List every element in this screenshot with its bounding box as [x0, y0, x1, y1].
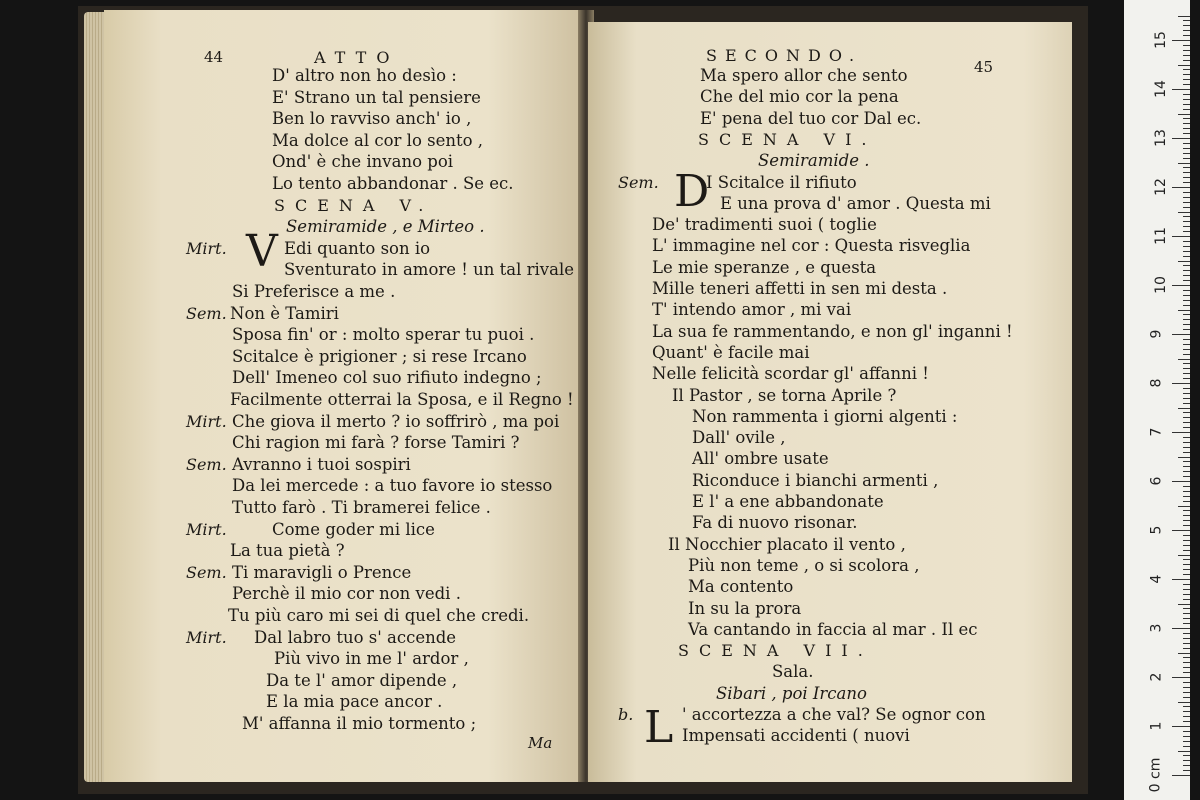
ruler-label: 10 — [1152, 276, 1169, 294]
text-line: Va cantando in faccia al mar . Il ec — [688, 619, 978, 639]
ruler-tick — [1183, 491, 1190, 492]
ruler-tick — [1183, 172, 1190, 173]
text-line: Più non teme , o si scolora , — [688, 555, 920, 575]
ruler-tick — [1183, 148, 1190, 149]
text-line: Più vivo in me l' ardor , — [274, 649, 469, 669]
text-line: Non rammenta i giorni algenti : — [692, 406, 958, 426]
ruler-tick — [1183, 471, 1190, 472]
ruler-tick — [1183, 657, 1190, 658]
ruler-tick — [1183, 241, 1190, 242]
ruler-tick — [1183, 349, 1190, 350]
ruler-tick — [1178, 359, 1190, 360]
speaker-label: Sem. — [618, 172, 659, 192]
text-line: Ma dolce al cor lo sento , — [272, 130, 484, 150]
speaker-label: Mirt. — [186, 519, 227, 539]
text-line: Ma contento — [688, 577, 794, 597]
ruler-tick — [1183, 442, 1190, 443]
ruler-tick — [1183, 736, 1190, 737]
text-line: Da te l' amor dipende , — [266, 670, 458, 690]
ruler-tick — [1183, 648, 1190, 649]
ruler-tick — [1183, 520, 1190, 521]
stage-direction: Sibari , poi Ircano — [716, 683, 867, 703]
ruler-tick — [1178, 16, 1190, 17]
speaker-label: Sem. — [186, 562, 227, 582]
stage-direction: Semiramide , e Mirteo . — [286, 217, 485, 237]
ruler-tick — [1183, 324, 1190, 325]
ruler-tick — [1178, 457, 1190, 458]
left-page — [104, 10, 584, 782]
ruler-tick — [1183, 447, 1190, 448]
ruler-tick — [1183, 69, 1190, 70]
ruler-tick — [1183, 638, 1190, 639]
ruler-label: 14 — [1152, 80, 1169, 98]
ruler-tick — [1183, 643, 1190, 644]
ruler-tick — [1183, 314, 1190, 315]
ruler-tick — [1183, 128, 1190, 129]
ruler-tick — [1183, 486, 1190, 487]
text-line: Il Nocchier placato il vento , — [668, 534, 906, 554]
speaker-label: Mirt. — [186, 627, 227, 647]
ruler-tick — [1183, 682, 1190, 683]
ruler-tick — [1183, 202, 1190, 203]
ruler-tick — [1178, 310, 1190, 311]
ruler-tick — [1183, 216, 1190, 217]
ruler-label: 5 — [1148, 525, 1165, 535]
drop-cap: D — [674, 166, 710, 217]
ruler-tick — [1183, 535, 1190, 536]
ruler-tick — [1183, 608, 1190, 609]
speaker-label: b. — [618, 705, 634, 724]
text-line: Sventurato in amore ! un tal rivale — [284, 260, 574, 280]
ruler-tick — [1178, 604, 1190, 605]
ruler-tick — [1178, 65, 1190, 66]
ruler-tick — [1183, 295, 1190, 296]
ruler-tick — [1183, 50, 1190, 51]
ruler-tick — [1183, 437, 1190, 438]
text-line: Da lei mercede : a tuo favore io stesso — [232, 476, 553, 496]
text-line: Nelle felicità scordar gl' affanni ! — [652, 364, 929, 384]
text-line: E' pena del tuo cor Dal ec. — [700, 108, 922, 128]
ruler-tick — [1183, 123, 1190, 124]
ruler-tick — [1183, 30, 1190, 31]
text-line: Ma spero allor che sento — [700, 66, 908, 85]
text-line: ' accortezza a che val? Se ognor con — [682, 705, 986, 724]
ruler-tick — [1178, 702, 1190, 703]
ruler-tick — [1183, 329, 1190, 330]
ruler-tick — [1183, 559, 1190, 560]
ruler-tick — [1183, 584, 1190, 585]
ruler-tick — [1183, 167, 1190, 168]
ruler-tick — [1183, 667, 1190, 668]
ruler-tick — [1183, 339, 1190, 340]
ruler-tick — [1183, 373, 1190, 374]
ruler-tick — [1183, 226, 1190, 227]
ruler-tick — [1183, 300, 1190, 301]
ruler-tick — [1183, 574, 1190, 575]
scene-heading: SCENA VII. — [678, 641, 873, 661]
ruler-tick — [1183, 403, 1190, 404]
text-line: Dell' Imeneo col suo rifiuto indegno ; — [232, 368, 542, 388]
ruler-tick — [1172, 775, 1190, 776]
ruler-label: 3 — [1148, 623, 1165, 633]
ruler-label: 7 — [1148, 427, 1165, 437]
text-line: Che giova il merto ? io soffrirò , ma poi — [232, 411, 560, 431]
ruler-tick — [1183, 99, 1190, 100]
text-line: T' intendo amor , mi vai — [652, 300, 852, 320]
speaker-label: Sem. — [186, 303, 227, 323]
ruler-tick — [1183, 594, 1190, 595]
ruler-tick — [1183, 388, 1190, 389]
ruler-tick — [1172, 432, 1190, 433]
ruler-tick — [1183, 305, 1190, 306]
speaker-label: Mirt. — [186, 238, 227, 258]
ruler-tick — [1183, 25, 1190, 26]
text-line: Ben lo ravviso anch' io , — [272, 109, 472, 129]
ruler-tick — [1172, 530, 1190, 531]
text-line: Ond' è che invano poi — [272, 152, 454, 172]
ruler-tick — [1183, 109, 1190, 110]
ruler-tick — [1183, 540, 1190, 541]
ruler-tick — [1183, 599, 1190, 600]
ruler-tick — [1183, 363, 1190, 364]
ruler-tick — [1172, 236, 1190, 237]
ruler-tick — [1183, 706, 1190, 707]
ruler-tick — [1183, 515, 1190, 516]
ruler-label: 2 — [1148, 672, 1165, 682]
text-line: All' ombre usate — [692, 449, 829, 469]
ruler-tick — [1183, 20, 1190, 21]
ruler-label: 4 — [1148, 574, 1165, 584]
ruler-tick — [1172, 187, 1190, 188]
text-line: Sala. — [772, 662, 814, 682]
ruler-tick — [1183, 550, 1190, 551]
page-number: 45 — [974, 58, 994, 76]
text-line: Come goder mi lice — [272, 519, 435, 539]
ruler-tick — [1178, 114, 1190, 115]
text-line: Impensati accidenti ( nuovi — [682, 726, 910, 746]
ruler-tick — [1172, 579, 1190, 580]
ruler-label: 0 cm — [1147, 757, 1164, 793]
text-line: Edi quanto son io — [284, 238, 431, 258]
text-line: Tutto farò . Ti bramerei felice . — [232, 498, 491, 517]
ruler-label: 15 — [1152, 31, 1169, 49]
text-line: La tua pietà ? — [230, 541, 345, 561]
ruler-tick — [1183, 104, 1190, 105]
drop-cap: V — [246, 226, 278, 277]
ruler-tick — [1183, 84, 1190, 85]
ruler-tick — [1183, 569, 1190, 570]
ruler-tick — [1183, 143, 1190, 144]
text-line: Tu più caro mi sei di quel che credi. — [228, 606, 530, 625]
text-line: Il Pastor , se torna Aprile ? — [672, 385, 897, 405]
ruler-tick — [1183, 770, 1190, 771]
text-line: Le mie speranze , e questa — [652, 257, 877, 277]
ruler-tick — [1183, 251, 1190, 252]
ruler-tick — [1183, 192, 1190, 193]
ruler-tick — [1172, 677, 1190, 678]
ruler-tick — [1183, 45, 1190, 46]
ruler-tick — [1183, 687, 1190, 688]
text-line: D' altro non ho desìo : — [272, 66, 457, 85]
ruler-tick — [1183, 275, 1190, 276]
ruler-tick — [1183, 354, 1190, 355]
ruler-tick — [1172, 138, 1190, 139]
ruler-tick — [1172, 383, 1190, 384]
ruler-tick — [1172, 481, 1190, 482]
ruler-tick — [1178, 751, 1190, 752]
ruler-tick — [1183, 716, 1190, 717]
ruler-tick — [1183, 623, 1190, 624]
speaker-label: Sem. — [186, 454, 227, 474]
ruler-tick — [1183, 564, 1190, 565]
ruler-tick — [1183, 231, 1190, 232]
ruler-tick — [1178, 212, 1190, 213]
ruler-tick — [1183, 55, 1190, 56]
scene-heading: SCENA V. — [274, 195, 434, 215]
ruler-tick — [1183, 265, 1190, 266]
ruler-tick — [1172, 285, 1190, 286]
ruler-label: 12 — [1152, 178, 1169, 196]
scene-heading: SCENA VI. — [698, 129, 877, 149]
ruler-tick — [1183, 476, 1190, 477]
ruler-tick — [1183, 393, 1190, 394]
ruler-tick — [1183, 697, 1190, 698]
measurement-ruler — [1124, 0, 1190, 800]
ruler-tick — [1183, 182, 1190, 183]
text-line: E l' a ene abbandonate — [692, 492, 884, 511]
ruler-tick — [1183, 510, 1190, 511]
ruler-tick — [1183, 118, 1190, 119]
ruler-tick — [1183, 422, 1190, 423]
text-line: La sua fe rammentando, e non gl' inganni ! — [652, 321, 1013, 341]
ruler-tick — [1183, 613, 1190, 614]
text-line: E' Strano un tal pensiere — [272, 87, 481, 107]
text-line: Perchè il mio cor non vedi . — [232, 584, 461, 604]
ruler-tick — [1178, 261, 1190, 262]
text-line: Scitalce è prigioner ; si rese Ircano — [232, 346, 527, 366]
ruler-tick — [1183, 270, 1190, 271]
ruler-tick — [1183, 692, 1190, 693]
text-line: E una prova d' amor . Questa mi — [720, 193, 991, 213]
ruler-tick — [1183, 207, 1190, 208]
ruler-label: 9 — [1148, 329, 1165, 339]
ruler-tick — [1172, 628, 1190, 629]
ruler-tick — [1183, 746, 1190, 747]
ruler-tick — [1183, 177, 1190, 178]
ruler-tick — [1183, 427, 1190, 428]
text-line: Avranno i tuoi sospiri — [232, 454, 411, 474]
running-head: SECONDO. — [706, 46, 863, 65]
ruler-tick — [1183, 760, 1190, 761]
ruler-tick — [1183, 662, 1190, 663]
ruler-tick — [1183, 525, 1190, 526]
ruler-tick — [1183, 755, 1190, 756]
text-line: Non è Tamiri — [230, 303, 339, 323]
running-head: ATTO — [314, 48, 400, 67]
text-line: Lo tento abbandonar . Se ec. — [272, 174, 514, 193]
text-line: Facilmente otterrai la Sposa, e il Regno ! — [230, 390, 574, 409]
ruler-tick — [1183, 79, 1190, 80]
ruler-tick — [1183, 618, 1190, 619]
ruler-tick — [1183, 246, 1190, 247]
text-line: In su la prora — [688, 598, 802, 618]
ruler-tick — [1183, 765, 1190, 766]
ruler-tick — [1183, 197, 1190, 198]
ruler-tick — [1183, 319, 1190, 320]
ruler-tick — [1183, 94, 1190, 95]
ruler-tick — [1183, 60, 1190, 61]
text-line: Si Preferisce a me . — [232, 282, 396, 301]
right-page — [588, 22, 1072, 782]
ruler-label: 11 — [1152, 227, 1169, 245]
ruler-tick — [1183, 378, 1190, 379]
text-line: M' affanna il mio tormento ; — [242, 714, 477, 733]
ruler-tick — [1183, 452, 1190, 453]
ruler-tick — [1183, 368, 1190, 369]
ruler-tick — [1183, 741, 1190, 742]
ruler-tick — [1183, 466, 1190, 467]
drop-cap: L — [644, 702, 674, 753]
text-line: Dall' ovile , — [692, 428, 786, 448]
ruler-label: 8 — [1148, 378, 1165, 388]
text-line: E la mia pace ancor . — [266, 692, 443, 712]
page-number: 44 — [204, 48, 224, 66]
ruler-tick — [1172, 40, 1190, 41]
speaker-label: Mirt. — [186, 411, 227, 431]
text-line: Fa di nuovo risonar. — [692, 513, 858, 533]
ruler-tick — [1183, 417, 1190, 418]
ruler-tick — [1178, 653, 1190, 654]
ruler-tick — [1183, 496, 1190, 497]
text-line: I Scitalce il rifiuto — [706, 172, 857, 192]
text-line: Sposa fin' or : molto sperar tu puoi . — [232, 325, 535, 345]
text-line: L' immagine nel cor : Questa risveglia — [652, 236, 971, 256]
ruler-tick — [1183, 133, 1190, 134]
stage-direction: Semiramide . — [758, 151, 870, 171]
ruler-tick — [1172, 726, 1190, 727]
ruler-tick — [1183, 280, 1190, 281]
ruler-tick — [1183, 256, 1190, 257]
text-line: Quant' è facile mai — [652, 342, 810, 362]
ruler-tick — [1183, 672, 1190, 673]
ruler-tick — [1183, 501, 1190, 502]
ruler-tick — [1183, 711, 1190, 712]
ruler-tick — [1183, 721, 1190, 722]
ruler-tick — [1172, 89, 1190, 90]
ruler-tick — [1183, 589, 1190, 590]
ruler-tick — [1178, 408, 1190, 409]
text-line: Riconduce i bianchi armenti , — [692, 470, 939, 490]
ruler-tick — [1183, 344, 1190, 345]
ruler-tick — [1183, 158, 1190, 159]
ruler-label: 1 — [1148, 721, 1165, 731]
ruler-tick — [1183, 545, 1190, 546]
ruler-tick — [1178, 555, 1190, 556]
ruler-tick — [1183, 398, 1190, 399]
text-line: Chi ragion mi farà ? forse Tamiri ? — [232, 433, 520, 453]
ruler-tick — [1183, 74, 1190, 75]
ruler-label: 6 — [1148, 476, 1165, 486]
catchword: Ma — [528, 734, 553, 752]
ruler-tick — [1183, 731, 1190, 732]
text-line: Mille teneri affetti in sen mi desta . — [652, 279, 948, 298]
ruler-tick — [1178, 506, 1190, 507]
ruler-tick — [1172, 334, 1190, 335]
text-line: Ti maravigli o Prence — [232, 562, 412, 582]
ruler-tick — [1183, 412, 1190, 413]
ruler-tick — [1183, 221, 1190, 222]
ruler-tick — [1183, 35, 1190, 36]
ruler-tick — [1183, 461, 1190, 462]
text-line: Dal labro tuo s' accende — [254, 627, 457, 647]
ruler-tick — [1183, 290, 1190, 291]
ruler-label: 13 — [1152, 129, 1169, 147]
ruler-tick — [1183, 153, 1190, 154]
text-line: Che del mio cor la pena — [700, 87, 899, 107]
ruler-tick — [1183, 633, 1190, 634]
ruler-tick — [1178, 163, 1190, 164]
text-line: De' tradimenti suoi ( toglie — [652, 215, 877, 235]
